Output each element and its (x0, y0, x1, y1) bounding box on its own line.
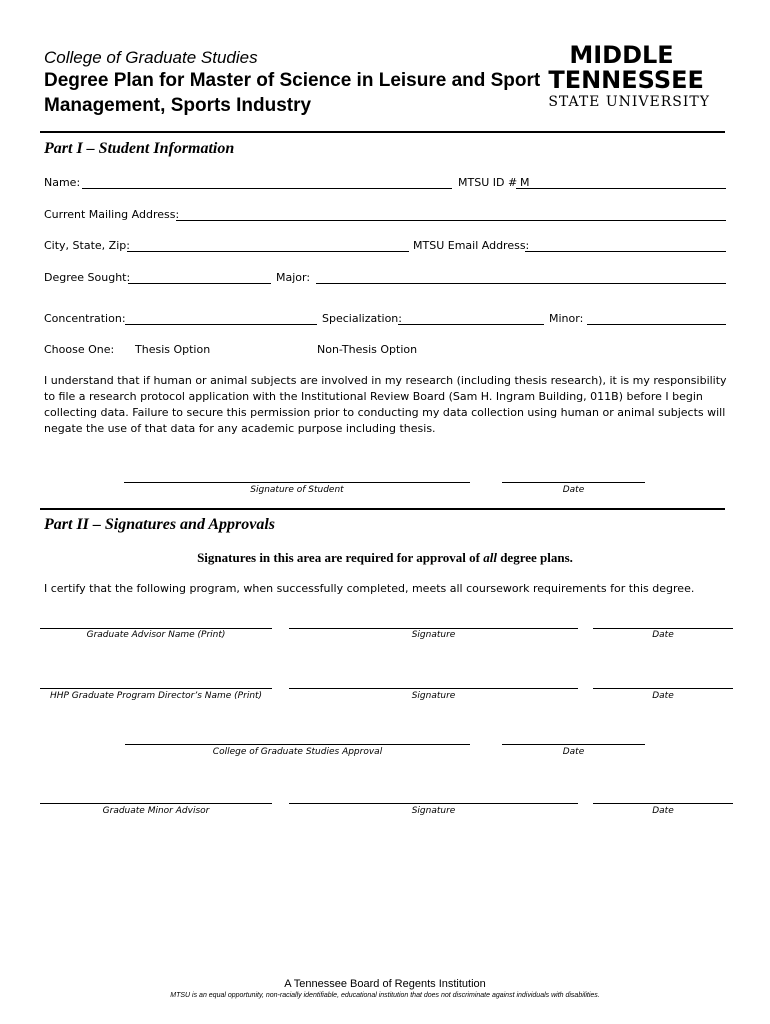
director-signature-caption: Signature (411, 691, 456, 701)
approval-required-emphasis: all (483, 550, 497, 565)
specialization-label: Specialization: (322, 312, 402, 325)
director-date-caption: Date (652, 691, 674, 701)
email-field[interactable] (525, 239, 726, 252)
name-label: Name: (44, 176, 81, 189)
degree-sought-label: Degree Sought: (44, 271, 131, 284)
minor-signature-caption: Signature (411, 806, 456, 816)
advisor-date-caption: Date (652, 630, 674, 640)
degree-sought-field[interactable] (128, 271, 271, 284)
cgs-date-line[interactable] (502, 744, 645, 745)
concentration-field[interactable] (125, 312, 317, 325)
director-signature-line[interactable] (289, 688, 578, 689)
cgs-approval-line[interactable] (125, 744, 470, 745)
part2-heading: Part II – Signatures and Approvals (44, 516, 276, 533)
mailing-address-label: Current Mailing Address: (44, 208, 180, 221)
name-field[interactable] (82, 176, 452, 189)
approval-required-pre: Signatures in this area are required for approval of (197, 550, 484, 565)
student-date-line[interactable] (502, 482, 645, 483)
university-logo (548, 42, 710, 110)
cgs-date-caption: Date (562, 747, 585, 757)
director-date-line[interactable] (593, 688, 733, 689)
minor-advisor-line[interactable] (40, 803, 272, 804)
cgs-approval-caption: College of Graduate Studies Approval (212, 747, 383, 757)
logo-line-1: MIDDLE (569, 41, 674, 69)
minor-advisor-caption: Graduate Minor Advisor (102, 806, 210, 816)
director-name-caption: HHP Graduate Program Director’s Name (Print) (49, 691, 263, 701)
advisor-date-line[interactable] (593, 628, 733, 629)
advisor-signature-line[interactable] (289, 628, 578, 629)
page-title: Degree Plan for Master of Science in Leisure and Sport Management, Sports Industry (44, 70, 541, 116)
minor-label: Minor: (549, 312, 584, 325)
minor-signature-line[interactable] (289, 803, 578, 804)
advisor-name-line[interactable] (40, 628, 272, 629)
part2-divider (40, 508, 725, 510)
header-divider (40, 131, 725, 133)
part1-heading: Part I – Student Information (44, 140, 235, 157)
footer-disclaimer: MTSU is an equal opportunity, non-racially identifiable, educational institution that does not discriminate against individuals with disabilities. (170, 992, 600, 999)
mtsu-id-prefix: M (520, 176, 530, 189)
city-state-zip-field[interactable] (127, 239, 409, 252)
non-thesis-option[interactable]: Non-Thesis Option (317, 343, 418, 356)
mtsu-id-field[interactable] (516, 176, 726, 189)
city-state-zip-label: City, State, Zip: (44, 239, 130, 252)
minor-date-caption: Date (652, 806, 674, 816)
minor-field[interactable] (587, 312, 726, 325)
major-label: Major: (276, 271, 311, 284)
student-signature-caption: Signature of Student (250, 485, 344, 495)
student-date-caption: Date (562, 485, 585, 495)
thesis-option[interactable]: Thesis Option (135, 343, 211, 356)
specialization-field[interactable] (398, 312, 544, 325)
choose-one-label: Choose One: (44, 343, 115, 356)
major-field[interactable] (316, 271, 726, 284)
approval-required-post: degree plans. (496, 550, 573, 565)
mtsu-id-label: MTSU ID # (458, 176, 518, 189)
footer-institution: A Tennessee Board of Regents Institution (284, 978, 486, 990)
advisor-name-caption: Graduate Advisor Name (Print) (86, 630, 226, 640)
certify-statement: I certify that the following program, when successfully completed, meets all coursework requirements for this degree. (44, 582, 695, 595)
logo-line-3: STATE UNIVERSITY (548, 94, 710, 110)
mailing-address-field[interactable] (176, 208, 726, 221)
concentration-label: Concentration: (44, 312, 126, 325)
irb-statement: I understand that if human or animal subjects are involved in my research (including thesis research), it is my responsibility to file a research protocol application with the Institutional Review Board (Sam H. Ingram Building, 011B) before I begin collecting data. Failure to secure this permission prior to conducting my data collection using human or animal subjects will negate the use of that data for any academic purpose including thesis. (44, 374, 727, 435)
approval-required-note (0, 550, 770, 566)
email-label: MTSU Email Address: (413, 239, 530, 252)
director-name-line[interactable] (40, 688, 272, 689)
advisor-signature-caption: Signature (411, 630, 456, 640)
logo-line-2: TENNESSEE (548, 66, 704, 94)
minor-date-line[interactable] (593, 803, 733, 804)
college-name: College of Graduate Studies (44, 48, 258, 67)
student-signature-line[interactable] (124, 482, 470, 483)
